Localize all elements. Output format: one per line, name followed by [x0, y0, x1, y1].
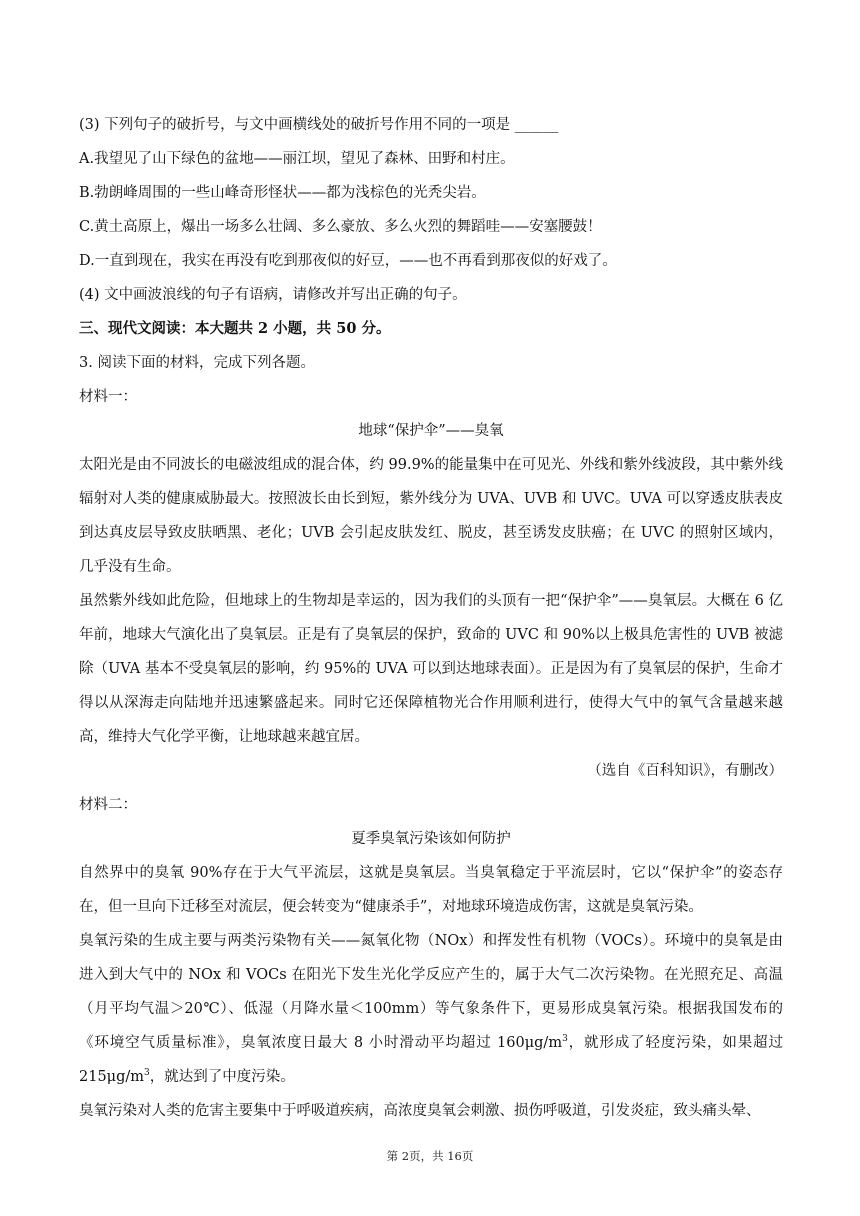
pollution-cause-text-1: 臭氧污染的生成主要与两类污染物有关——氮氧化物（NOx）和挥发性有机物（VOCs）。环境中的臭氧是由进入到大气中的 NOx 和 VOCs 在阳光下发生光化学反应产生的，属于大气二次污染物。在光照充足、高温（月平均气温＞20℃）、低湿（月降水量＜100mm）等气象条件下，更易形成臭氧污染。根据我国发布的《环境空气质量标准》，臭氧浓度日最大 8 小时滑动平均超过 160μg/m: [79, 933, 783, 1051]
option-d: D.一直到现在，我实在再没有吃到那夜似的好豆，——也不再看到那夜似的好戏了。: [79, 253, 617, 269]
reading-intro: 3. 阅读下面的材料，完成下列各题。: [79, 355, 315, 371]
pollution-cause-text-3: ，就达到了中度污染。: [149, 1069, 295, 1085]
paragraph-pollution-cause: [79, 924, 783, 1094]
option-c: C.黄土高原上，爆出一场多么壮阔、多么豪放、多么火烈的舞蹈哇——安塞腰鼓！: [79, 219, 602, 235]
material-one-source: （选自《百科知识》，有删改）: [587, 763, 783, 779]
paragraph-ozone-layer: 虽然紫外线如此危险，但地球上的生物却是幸运的，因为我们的头顶有一把“保护伞”——臭氧层。大概在 6 亿年前，地球大气演化出了臭氧层。正是有了臭氧层的保护，致命的 UVC 和 90%以上极具危害性的 UVB 被滤除（UVA 基本不受臭氧层的影响，约 95%的 UVA 可以到达地球表面）。正是因为有了臭氧层的保护，生命才得以从深海走向陆地并迅速繁盛起来。同时它还保障植物光合作用顺利进行，使得大气中的氧气含量越来越高，维持大气化学平衡，让地球越来越宜居。: [79, 593, 783, 745]
option-b: B.勃朗峰周围的一些山峰奇形怪状——都为浅棕色的光秃尖岩。: [79, 185, 486, 201]
pollution-cause-text-2: ，就形成了轻度污染，如果超过 215μg/m: [79, 1035, 784, 1085]
paragraph-uv: 太阳光是由不同波长的电磁波组成的混合体，约 99.9%的能量集中在可见光、外线和紫外线波段，其中紫外线辐射对人类的健康威胁最大。按照波长由长到短，紫外线分为 UVA、UVB 和 UVC。UVA 可以穿透皮肤表皮到达真皮层导致皮肤晒黑、老化；UVB 会引起皮肤发红、脱皮，甚至诱发皮肤癌；在 UVC 的照射区域内，几乎没有生命。: [79, 457, 783, 575]
material-one-label: 材料一：: [79, 389, 137, 405]
question-4: (4) 文中画波浪线的句子有语病，请修改并写出正确的句子。: [79, 287, 467, 303]
superscript-3: 3: [562, 1034, 568, 1045]
material-two-label: 材料二：: [79, 797, 137, 813]
material-two-title: 夏季臭氧污染该如何防护: [351, 831, 511, 847]
page-footer: 第 2页，共 16页: [386, 1149, 474, 1163]
question-3: (3) 下列句子的破折号，与文中画横线处的破折号作用不同的一项是 ______: [79, 117, 559, 133]
paragraph-ozone-pollution: 自然界中的臭氧 90%存在于大气平流层，这就是臭氧层。当臭氧稳定于平流层时，它以“保护伞”的姿态存在，但一旦向下迁移至对流层，便会转变为“健康杀手”，对地球环境造成伤害，这就是臭氧污染。: [79, 865, 783, 915]
option-a: A.我望见了山下绿色的盆地——丽江坝，望见了森林、田野和村庄。: [79, 151, 515, 167]
section-heading: 三、现代文阅读：本大题共 2 小题，共 50 分。: [79, 320, 391, 337]
material-one-title: 地球“保护伞”——臭氧: [358, 423, 504, 439]
superscript-3: 3: [144, 1068, 150, 1079]
page-content: [79, 108, 783, 1128]
paragraph-health-harm: 臭氧污染对人类的危害主要集中于呼吸道疾病，高浓度臭氧会刺激、损伤呼吸道，引发炎症，致头痛头晕、: [79, 1103, 761, 1119]
